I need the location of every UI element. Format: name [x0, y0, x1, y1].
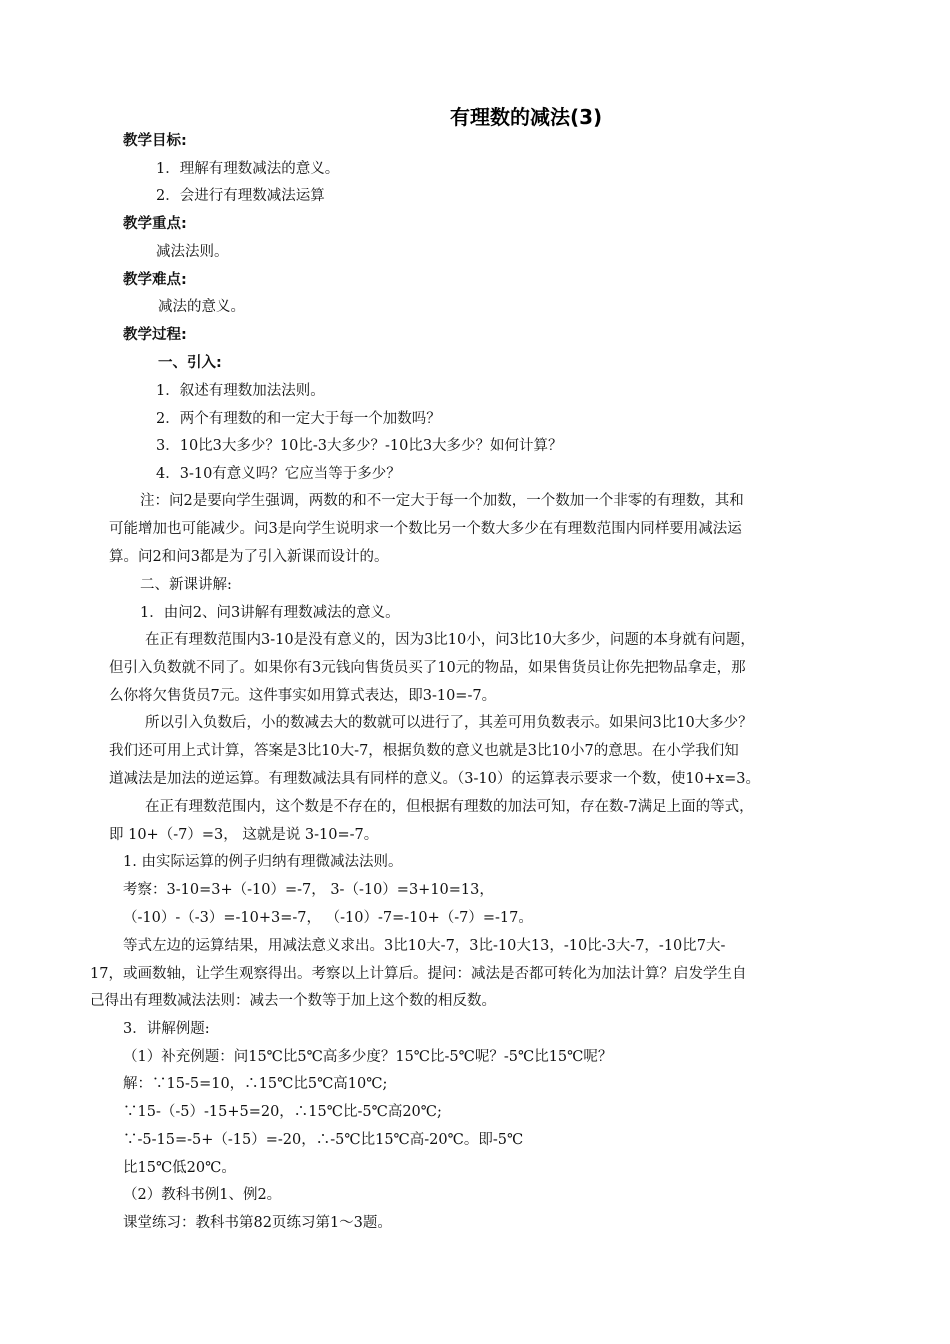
- note-line-2: 可能增加也可能减少。问3是向学生说明求一个数比另一个数大多少在有理数范围内同样要用减法运: [109, 521, 742, 537]
- new-lesson-item-1: 1．由问2、问3讲解有理数减法的意义。: [140, 605, 400, 621]
- solution-line-2: ∵15-（-5）-15+5=20，∴15℃比-5℃高20℃;: [123, 1104, 442, 1120]
- difficulty-text: 减法的意义。: [158, 299, 245, 315]
- heading-key-points: 教学重点:: [123, 216, 187, 232]
- paragraph-4-line-3: 己得出有理数减法法则：减去一个数等于加上这个数的相反数。: [90, 993, 496, 1009]
- example-1-question: （1）补充例题：问15℃比5℃高多少度？15℃比-5℃呢？-5℃比15℃呢？: [123, 1049, 613, 1065]
- objective-2: 2．会进行有理数减法运算: [156, 188, 325, 204]
- solution-line-4: 比15℃低20℃。: [123, 1160, 236, 1176]
- paragraph-3-line-1: 在正有理数范围内，这个数是不存在的，但根据有理数的加法可知，存在数-7满足上面的等式，: [145, 799, 754, 815]
- paragraph-2-line-3: 道减法是加法的逆运算。有理数减法具有同样的意义。（3-10）的运算表示要求一个数，使10+x=3。: [109, 771, 760, 787]
- note-line-3: 算。问2和问3都是为了引入新课而设计的。: [109, 549, 389, 565]
- classroom-exercise: 课堂练习：教科书第82页练习第1～3题。: [123, 1215, 392, 1231]
- rule-induction-heading: 1. 由实际运算的例子归纳有理微减法法则。: [123, 854, 403, 870]
- heading-process: 教学过程:: [123, 327, 187, 343]
- heading-objectives: 教学目标:: [123, 133, 187, 149]
- note-line-1: 注：问2是要向学生强调，两数的和不一定大于每一个加数，一个数加一个非零的有理数，其和: [140, 493, 744, 509]
- key-point-text: 减法法则。: [156, 244, 229, 260]
- intro-question-1: 1．叙述有理数加法法则。: [156, 383, 325, 399]
- paragraph-2-line-1: 所以引入负数后，小的数减去大的数就可以进行了，其差可用负数表示。如果问3比10大多少？: [145, 715, 753, 731]
- paragraph-1-line-2: 但引入负数就不同了。如果你有3元钱向售货员买了10元的物品，如果售货员让你先把物品拿走，那: [109, 660, 746, 676]
- paragraph-4-line-2: 17，或画数轴，让学生观察得出。考察以上计算后。提问：减法是否都可转化为加法计算？启发学生自: [90, 966, 747, 982]
- objective-1: 1．理解有理数减法的意义。: [156, 161, 340, 177]
- examine-line-2: （-10）-（-3）=-10+3=-7， （-10）-7=-10+（-7）=-17。: [123, 910, 533, 926]
- example-2-line: （2）教科书例1、例2。: [123, 1187, 282, 1203]
- intro-question-2: 2．两个有理数的和一定大于每一个加数吗？: [156, 411, 441, 427]
- examples-heading: 3．讲解例题:: [123, 1021, 210, 1037]
- paragraph-1-line-1: 在正有理数范围内3-10是没有意义的，因为3比10小，问3比10大多少，问题的本身就有问题，: [145, 632, 755, 648]
- solution-line-3: ∵-5-15=-5+（-15）=-20，∴-5℃比15℃高-20℃。即-5℃: [123, 1132, 524, 1148]
- paragraph-2-line-2: 我们还可用上式计算，答案是3比10大-7，根据负数的意义也就是3比10小7的意思。在小学我们知: [109, 743, 739, 759]
- section-new-lesson-heading: 二、新课讲解:: [140, 577, 232, 593]
- document-title: 有理数的减法(3): [450, 105, 603, 129]
- intro-question-4: 4．3-10有意义吗？它应当等于多少？: [156, 466, 401, 482]
- examine-line-1: 考察：3-10=3+（-10）=-7， 3-（-10）=3+10=13，: [123, 882, 494, 898]
- solution-line-1: 解：∵15-5=10，∴15℃比5℃高10℃;: [123, 1076, 388, 1092]
- paragraph-4-line-1: 等式左边的运算结果，用减法意义求出。3比10大-7，3比-10大13，-10比-3大-7，-10比7大-: [123, 938, 726, 954]
- paragraph-1-line-3: 么你将欠售货员7元。这件事实如用算式表达，即3-10=-7。: [109, 688, 497, 704]
- intro-question-3: 3．10比3大多少？10比-3大多少？-10比3大多少？如何计算？: [156, 438, 563, 454]
- paragraph-3-line-2: 即 10+（-7）=3， 这就是说 3-10=-7。: [109, 827, 379, 843]
- heading-difficulties: 教学难点:: [123, 272, 187, 288]
- section-intro-heading: 一、引入:: [158, 355, 222, 371]
